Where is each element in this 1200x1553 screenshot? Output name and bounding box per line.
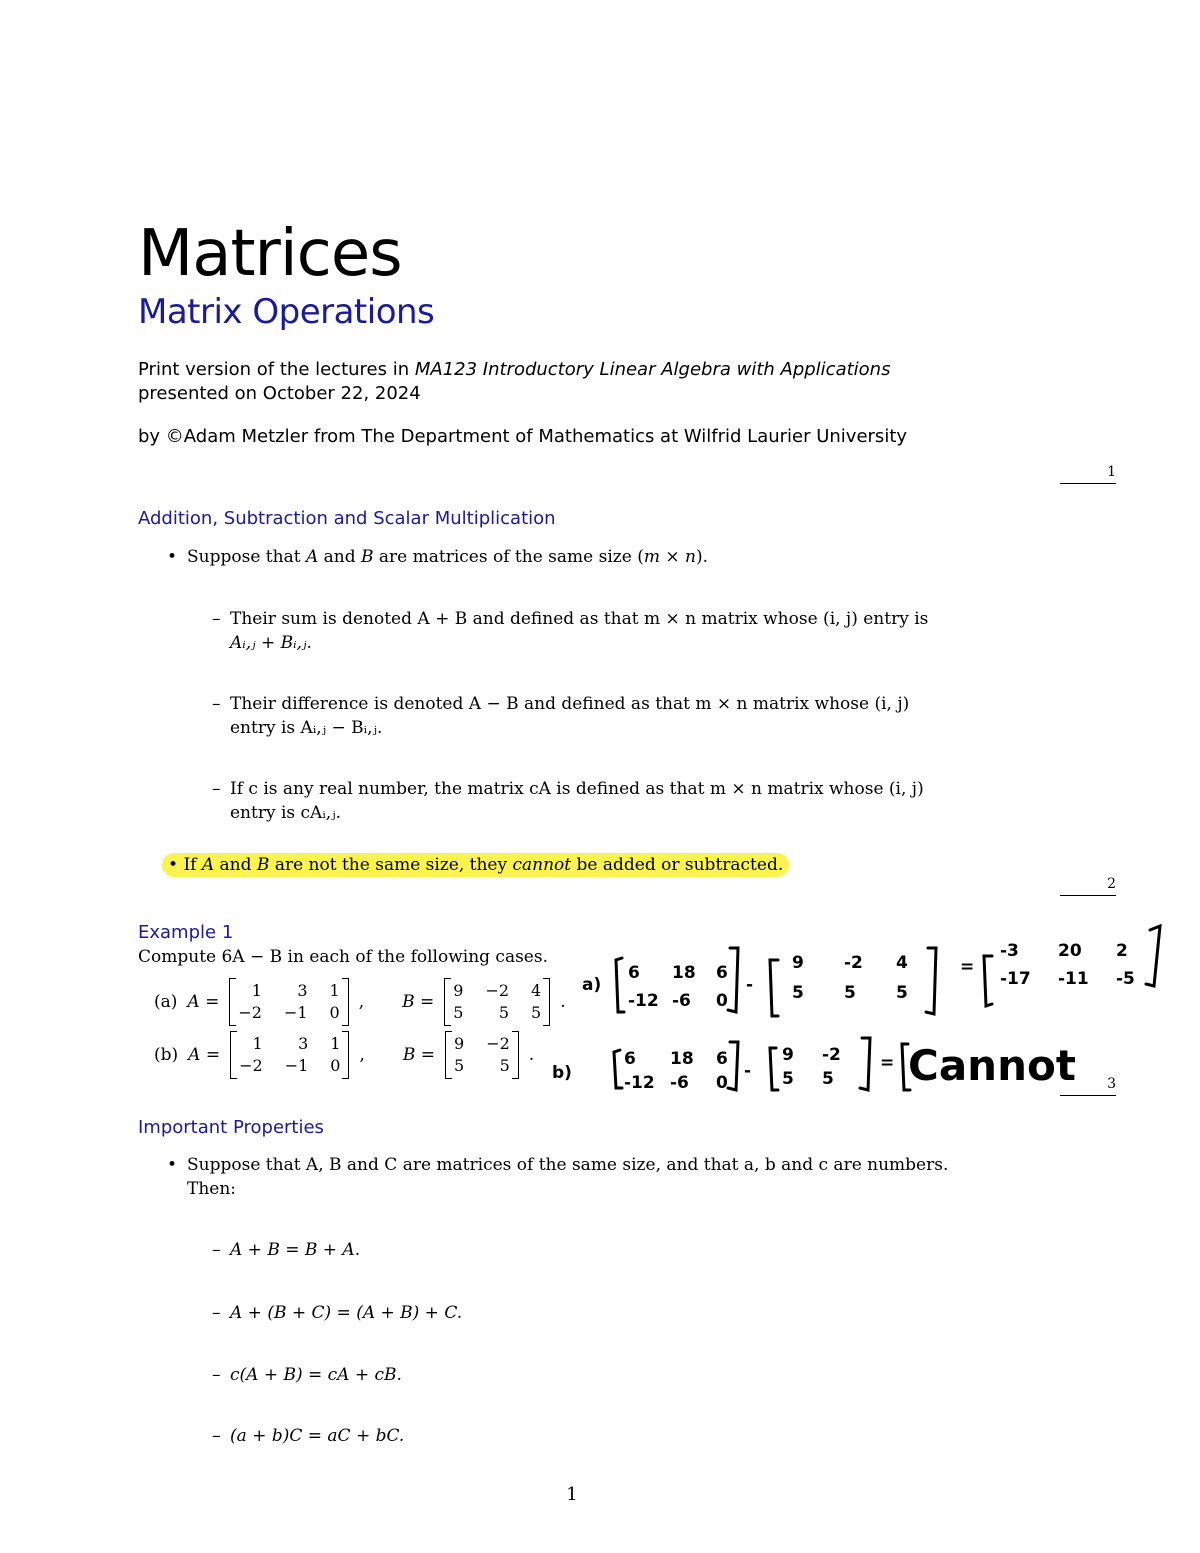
text-run: Suppose that [187,547,306,567]
property-item: – (a + b)C = aC + bC. [230,1424,404,1448]
hand-matrix-entry: 6 [628,963,640,983]
case-label: (a) [154,992,178,1012]
hand-matrix-entry: 6 [716,963,728,983]
case-label: (b) [154,1045,179,1065]
hand-matrix-entry: 5 [782,1069,794,1089]
text-run: ). [695,547,708,567]
hand-matrix-entry: -2 [822,1045,841,1065]
matrix-entry: 5 [498,1003,510,1022]
math-var: A [201,855,215,875]
bullet-item [187,545,708,569]
sub-item-sum [230,607,928,655]
matrix-entry: 3 [297,981,308,1000]
matrix-entry: −2 [485,981,510,1000]
example-case-b [154,1031,534,1079]
hand-matrix-entry: -17 [1000,969,1031,989]
text-run: are matrices of the same size ( [373,547,644,567]
hand-matrix-entry: 4 [896,953,908,973]
example-case-a [154,978,566,1026]
hand-matrix-entry: -6 [670,1073,689,1093]
page-number: 1 [566,1484,578,1505]
hand-matrix-b1 [624,1049,728,1093]
hand-matrix-entry: -5 [1116,969,1135,989]
hand-matrix-entry: 5 [792,983,804,1003]
hand-matrix-entry: -2 [844,953,863,973]
hand-label-a: a) [582,975,602,995]
text-run: and [318,547,361,567]
matrix-label: A = [187,992,220,1012]
matrix-entry: 0 [329,1003,340,1022]
hand-matrix-b2 [782,1045,841,1089]
text-run: and [214,855,257,875]
text-line: • Suppose that A, B and C are matrices of the same size, and that a, b and c are numbers. [187,1155,949,1175]
text-line: Aᵢ,ⱼ + Bᵢ,ⱼ. [230,633,312,653]
hand-matrix-entry: 20 [1058,941,1082,961]
math-var: B [256,855,270,875]
hand-matrix-entry: 18 [670,1049,694,1069]
document-subtitle: Matrix Operations [138,292,435,332]
hand-matrix-entry: 0 [716,1073,728,1093]
course-line [138,358,890,382]
property-item: – c(A + B) = cA + cB. [230,1363,402,1387]
matrix-entry: 4 [531,981,542,1000]
matrix-entry: 1 [252,1034,263,1053]
math-var: B [361,547,374,567]
hand-minus: - [744,1061,752,1081]
hand-matrix-a2 [792,953,908,1003]
sub-item-difference [230,692,909,740]
matrix-entry: 0 [330,1056,341,1075]
text-line: Then: [187,1179,237,1199]
text-line: – If c is any real number, the matrix cA is defined as that m × n matrix whose (i, j) [230,779,924,799]
hand-matrix-entry: 5 [844,983,856,1003]
matrix-entry: 5 [531,1003,542,1022]
punctuation: , [359,1045,365,1065]
hand-equals: = [880,1053,895,1073]
punctuation: . [528,1045,535,1065]
hand-matrix-entry: -12 [624,1073,655,1093]
hand-matrix-entry: 5 [822,1069,834,1089]
author-line: by ©Adam Metzler from The Department of Mathematics at Wilfrid Laurier University [138,426,908,447]
text-line: entry is Aᵢ,ⱼ − Bᵢ,ⱼ. [230,718,383,738]
hand-matrix-entry: 9 [782,1045,794,1065]
hand-matrix-entry: 9 [792,953,804,973]
date-line: presented on October 22, 2024 [138,383,421,404]
hand-cannot: Cannot [908,1041,1076,1090]
hand-matrix-entry: -12 [628,991,659,1011]
course-name: MA123 Introductory Linear Algebra with Applications [414,359,891,380]
matrix-entry: −2 [238,1003,262,1022]
matrix-entry: −2 [486,1034,510,1053]
matrix-entry: 1 [330,1034,341,1053]
math-expr: m × n [643,547,696,567]
example-prompt: Compute 6A − B in each of the following cases. [138,947,548,967]
text-line: entry is cAᵢ,ⱼ. [230,803,342,823]
matrix-label: B = [402,1045,436,1065]
matrix-entry: −2 [239,1056,263,1075]
hand-matrix-entry: 18 [672,963,696,983]
matrix-entry: 5 [453,1003,464,1022]
matrix-b-B [445,1031,519,1079]
document-title: Matrices [138,217,402,291]
matrix-entry: 5 [454,1056,465,1075]
matrix-a-A [229,978,348,1026]
hand-matrix-entry: -11 [1058,969,1089,989]
hand-matrix-a3 [1000,941,1135,989]
slide-number: 2 [1107,876,1116,892]
matrix-a-B [444,978,550,1026]
slide-number: 3 [1107,1076,1116,1092]
slide-divider [1060,1095,1116,1096]
matrix-entry: 9 [453,981,464,1000]
hand-label-b: b) [552,1063,572,1083]
slide-number: 1 [1107,464,1116,480]
text-line: – Their difference is denoted A − B and defined as that m × n matrix whose (i, j) [230,694,910,714]
text-run: are not the same size, they [269,855,513,875]
matrix-entry: 9 [454,1034,465,1053]
property-item: – A + (B + C) = (A + B) + C. [230,1301,462,1325]
matrix-b-A [230,1031,349,1079]
matrix-entry: 3 [298,1034,309,1053]
hand-minus: - [746,975,754,995]
matrix-entry: −1 [284,1056,309,1075]
slide-divider [1060,483,1116,484]
matrix-label: B = [402,992,435,1012]
matrix-label: A = [188,1045,221,1065]
matrix-entry: 5 [499,1056,510,1075]
hand-matrix-entry: 6 [624,1049,636,1069]
property-item: – A + B = B + A. [230,1238,360,1262]
hand-equals: = [960,957,975,977]
text-run: be added or subtracted. [571,855,784,875]
emphasis: cannot [512,855,572,875]
example-heading: Example 1 [138,922,234,943]
sub-item-scalar [230,777,924,825]
section-heading: Addition, Subtraction and Scalar Multiplication [138,508,556,529]
punctuation: , [358,992,365,1012]
slide-divider [1060,895,1116,896]
section-heading: Important Properties [138,1117,324,1138]
highlight: • If A and B are not the same size, they cannot be added or subtracted. [162,853,789,877]
bullet-item [187,1153,948,1201]
matrix-entry: −1 [283,1003,308,1022]
hand-matrix-entry: 2 [1116,941,1128,961]
hand-matrix-entry: 0 [716,991,728,1011]
handwritten-solution [552,920,1180,1095]
hand-matrix-a1 [628,963,728,1011]
hand-matrix-entry: -3 [1000,941,1019,961]
hand-matrix-entry: 6 [716,1049,728,1069]
course-line-prefix: Print version of the lectures in [138,359,415,380]
hand-matrix-entry: 5 [896,983,908,1003]
punctuation: . [560,992,566,1012]
math-var: A [305,547,319,567]
highlighted-note [162,853,789,877]
text-run: If [183,855,202,875]
text-line: – Their sum is denoted A + B and defined as that m × n matrix whose (i, j) entry is [230,609,929,629]
matrix-entry: 1 [251,981,262,1000]
hand-matrix-entry: -6 [672,991,691,1011]
matrix-entry: 1 [329,981,340,1000]
